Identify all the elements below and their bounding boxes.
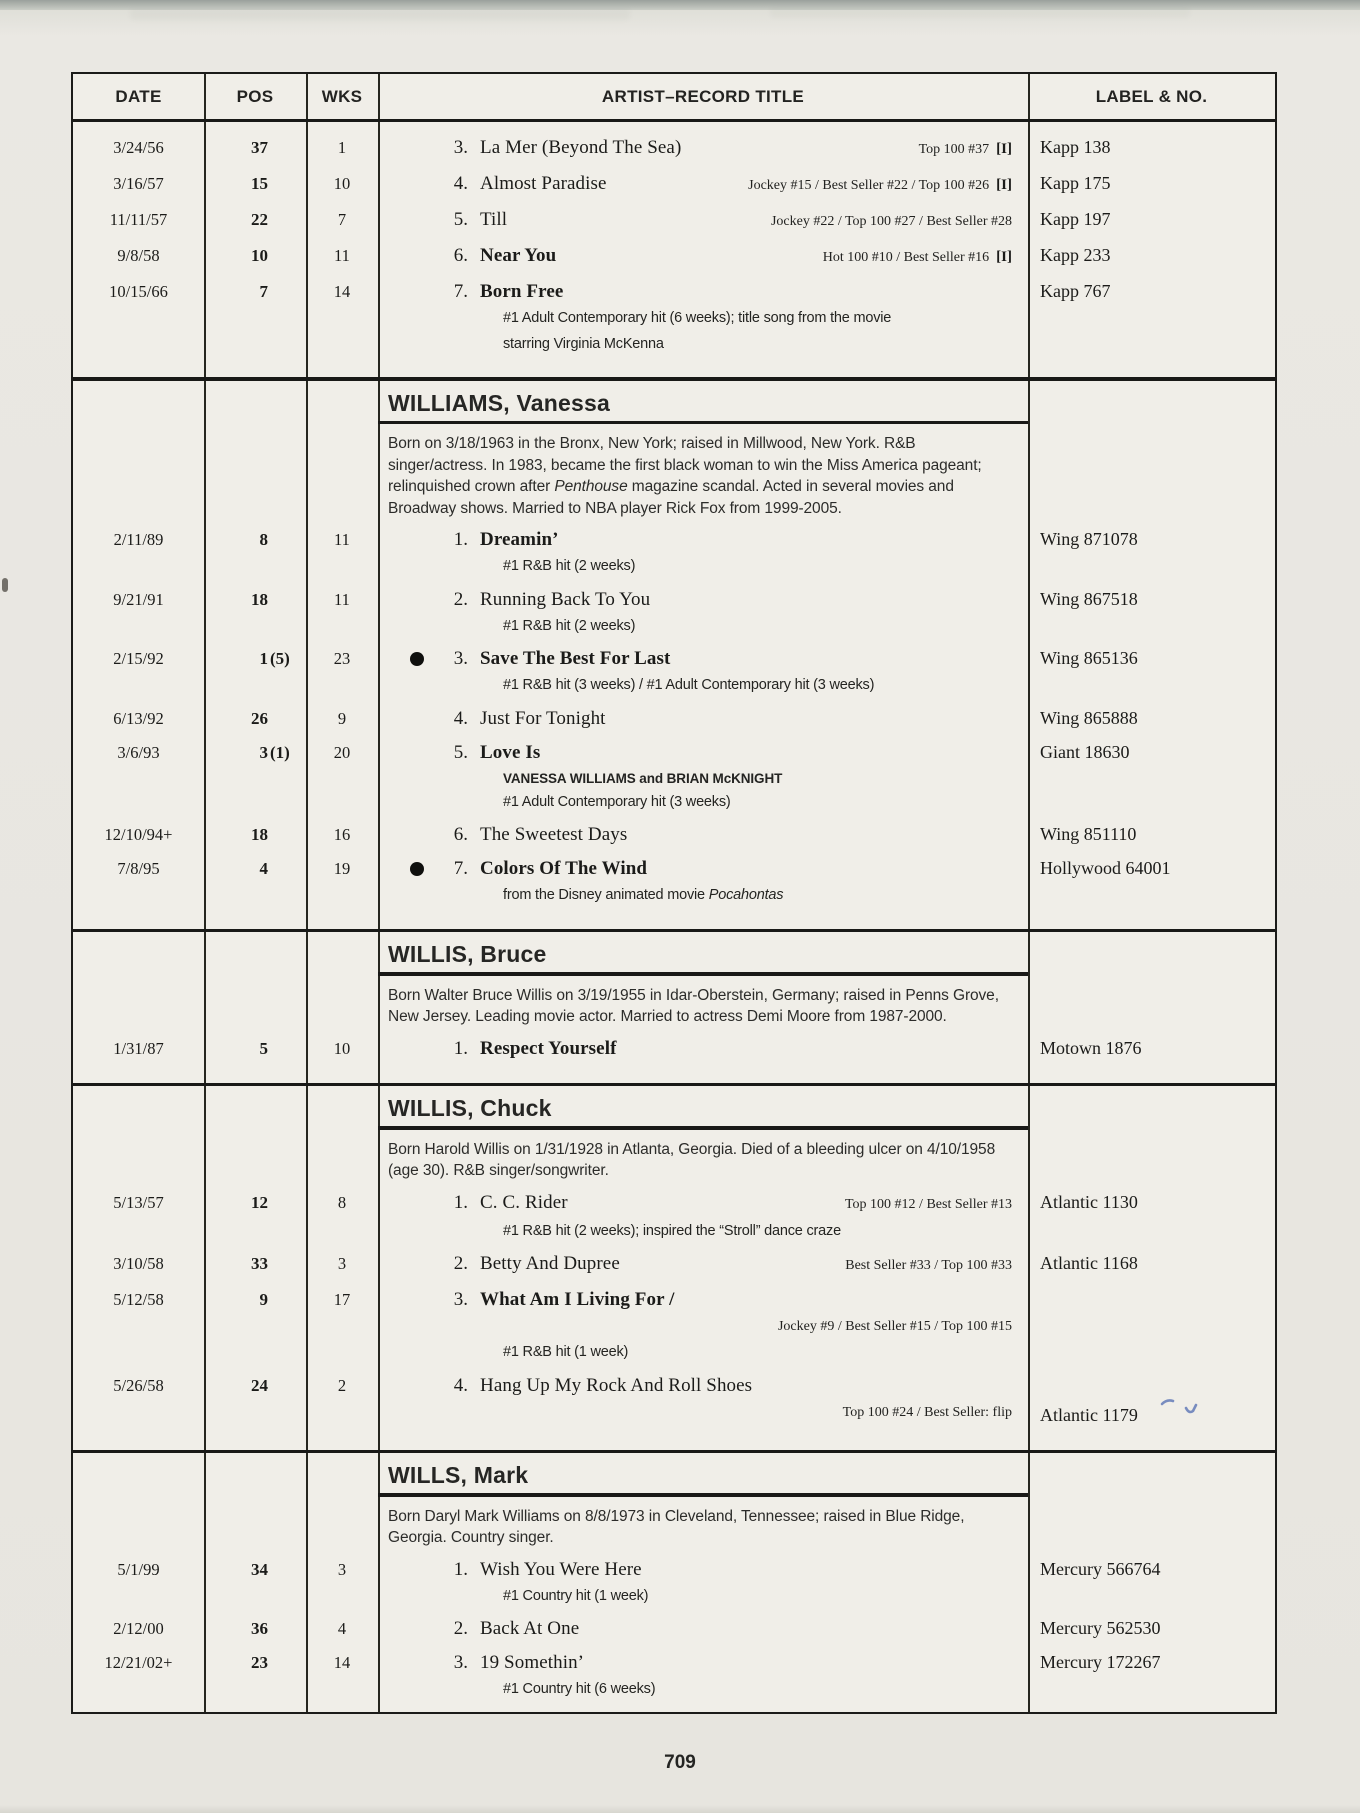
song-title: Almost Paradise [480,173,607,194]
entry-title-cell [378,1555,1028,1610]
note-line [503,306,1012,332]
entry-number: 6. [453,245,468,266]
entry-row [73,1371,1275,1430]
entry-date: 11/11/57 [109,210,168,229]
entry-title-cell [378,525,1028,580]
song-title: Betty And Dupree [480,1253,620,1274]
song-title: Hang Up My Rock And Roll Shoes [480,1374,753,1396]
song-title: Near You [480,245,557,266]
entry-peak-position: 34 [251,1559,268,1579]
entry-row [73,1555,1275,1610]
artist-bio [388,433,1010,519]
record-label: Kapp 138 [1040,137,1111,157]
entry-date: 3/6/93 [117,742,160,762]
entry-number: 2. [453,1618,468,1639]
entry-peak-position: 26 [251,708,268,728]
entry-title-cell [378,1188,1028,1245]
entry-title-line [378,241,1012,272]
chart-position-tag: Top 100 #37 [918,142,990,157]
chart-position-tag: Jockey #22 / Top 100 #27 / Best Seller #28 [770,214,1012,229]
entry-title-line [378,525,1012,554]
entry-title-cell [378,1249,1028,1280]
entry-number: 3. [453,1289,468,1310]
record-label: Kapp 767 [1040,281,1111,301]
entry-title-cell [378,644,1028,699]
section-separator [73,1083,1275,1087]
note-text: Pocahontas [708,887,784,903]
entry-date: 12/21/02+ [104,1653,173,1672]
entry-weeks-charted: 3 [337,1254,347,1273]
entry-title-cell [378,738,1028,816]
song-title: Love Is [480,741,541,763]
bio-text: Penthouse [554,478,628,495]
entry-peak-position: 4 [259,859,268,878]
entry-row [73,525,1275,580]
entry-number: 2. [453,588,468,610]
record-label: Giant 18630 [1040,741,1130,762]
bio-text: magazine scandal. Acted in several movies and Broadway shows. Married to NBA player Rick Fox from 1999-2005. [388,478,954,517]
entry-weeks-charted: 20 [333,742,351,762]
bio-text: Born Walter Bruce Willis on 3/19/1955 in Idar-Oberstein, Germany; raised in Penns Grove, New Jersey. Leading movie actor. Married to actress Demi Moore from 1987-2000. [388,986,999,1025]
song-title: Save The Best For Last [480,648,671,669]
entry-title-cell [378,277,1028,357]
record-label: Kapp 197 [1040,209,1111,229]
entry-date: 12/10/94+ [104,825,173,844]
note-text: from the Disney animated movie [503,887,709,903]
note-line [503,673,1012,699]
entry-title-cell [378,1614,1028,1643]
entry-weeks-charted: 14 [333,282,351,301]
bleed-through-smudge [130,9,630,20]
entry-weeks-charted: 1 [337,138,347,157]
artist-heading: WILLS, Mark [388,1462,529,1488]
chart-position-tag: Best Seller #33 / Top 100 #33 [845,1258,1012,1273]
entry-title-line [378,1614,1012,1643]
song-title: La Mer (Beyond The Sea) [480,137,682,158]
artist-section [73,1083,1275,1439]
record-label: Kapp 233 [1040,245,1111,265]
chart-position-tag: Jockey #15 / Best Seller #22 / Top 100 #26 [748,178,990,193]
record-label: Mercury 172267 [1040,1652,1161,1672]
page-number: 709 [664,1752,696,1773]
entry-weeks-charted: 11 [334,530,350,549]
entry-title-line [378,277,1012,306]
entry-date: 3/10/58 [113,1254,164,1273]
entry-peak-position: 10 [251,246,268,265]
entry-number: 3. [453,1652,468,1673]
song-title: Colors Of The Wind [480,858,648,879]
entry-title-cell [378,133,1028,164]
entry-row [73,133,1275,164]
entry-peak-position: 15 [251,174,268,193]
entry-date: 2/12/00 [113,1619,164,1638]
song-title: C. C. Rider [480,1191,568,1213]
song-title: Till [480,209,508,230]
instrumental-flag: [I] [996,141,1012,157]
entry-peak-position: 5 [259,1038,268,1058]
entry-number: 2. [453,1253,468,1274]
entry-title-cell [378,1371,1028,1430]
artist-section [73,122,1275,366]
entry-title-line [378,1188,1012,1219]
note-text: #1 R&B hit (3 weeks) / #1 Adult Contemporary hit (3 weeks) [503,677,875,693]
artist-heading-rule [378,972,1028,976]
entry-row [73,1249,1275,1280]
entry-peak-position: 22 [251,210,268,229]
chart-position-tag: Hot 100 #10 / Best Seller #16 [822,250,990,265]
artist-heading: WILLIAMS, Vanessa [388,389,610,416]
entry-weeks-charted: 17 [333,1290,351,1309]
note-line [503,883,1012,909]
entry-row [73,644,1275,699]
entry-row [73,1648,1275,1703]
entry-number: 5. [453,741,468,763]
song-title: Dreamin’ [480,529,559,550]
header-label-no: LABEL & NO. [1095,86,1208,106]
entry-row [73,169,1275,200]
entry-title-line [378,1249,1012,1280]
entry-number: 1. [453,529,468,550]
entry-title-cell [378,704,1028,733]
artist-bio [388,1506,1010,1549]
note-text: #1 Adult Contemporary hit (6 weeks); title song from the movie [503,310,892,326]
header-date: DATE [115,86,162,106]
entry-peak-position: 9 [259,1290,268,1309]
entry-number: 4. [453,173,468,194]
note-text: #1 R&B hit (2 weeks) [503,558,636,574]
artist-bio [388,1139,1010,1182]
chart-position-tag: Top 100 #12 / Best Seller #13 [844,1196,1012,1212]
note-line [503,1677,1012,1703]
entry-peak-position: 33 [251,1254,268,1273]
note-line [503,614,1012,640]
note-text: #1 Adult Contemporary hit (3 weeks) [503,793,731,810]
entry-peak-position: 36 [251,1619,268,1638]
instrumental-flag: [I] [996,177,1012,193]
entry-title-cell [378,169,1028,200]
entry-peak-position: 8 [259,530,268,549]
entry-date: 2/15/92 [113,649,164,668]
record-label: Mercury 566764 [1040,1558,1161,1579]
entry-weeks-charted: 11 [334,589,350,609]
entry-title-line [378,854,1012,883]
bio-text: Born Daryl Mark Williams on 8/8/1973 in Cleveland, Tennessee; raised in Blue Ridge, Georgia. Country singer. [388,1507,965,1546]
note-text: #1 Country hit (6 weeks) [503,1681,656,1697]
entry-title-line [378,1371,1012,1400]
song-title: 19 Somethin’ [480,1652,585,1673]
table-header-row [73,74,1275,122]
entry-title-cell [378,241,1028,272]
entry-date: 5/12/58 [113,1290,164,1309]
entry-peak-position: 23 [251,1653,268,1672]
page-bottom-edge [0,1805,1360,1813]
song-title: Back At One [480,1618,580,1639]
header-pos: POS [236,86,274,106]
record-label: Hollywood 64001 [1040,858,1171,878]
entry-title-cell [378,1285,1028,1366]
entry-row [73,1034,1275,1063]
table-body [73,122,1275,1712]
chart-position-tag-line: Top 100 #24 / Best Seller: flip [842,1404,1012,1420]
entry-title-cell [378,1648,1028,1703]
artist-heading-rule [378,1126,1028,1130]
entry-row [73,854,1275,909]
scan-speck [2,578,8,592]
entry-title-line [378,820,1012,849]
entry-number: 4. [453,707,468,729]
entry-peak-position [204,644,306,699]
song-title: What Am I Living For / [480,1289,675,1310]
entry-weeks-charted: 11 [334,246,350,265]
bleed-through-smudge [770,7,1190,18]
entry-title-cell [378,585,1028,640]
entry-row [73,738,1275,816]
artist-credit-line: VANESSA WILLIAMS and BRIAN McKNIGHT [503,770,783,786]
entry-number: 7. [453,281,468,302]
entry-title-line [378,644,1012,673]
entry-row [73,585,1275,640]
entry-number: 1. [453,1558,468,1580]
entry-title-line [378,585,1012,614]
entry-weeks-charted: 4 [337,1619,347,1638]
entry-weeks-charted: 23 [333,649,351,668]
record-label: Mercury 562530 [1040,1618,1161,1638]
entry-title-line [378,133,1012,164]
entry-peak-position: 37 [251,138,268,157]
note-text: #1 R&B hit (1 week) [503,1344,629,1360]
song-title: Respect Yourself [480,1037,617,1059]
entry-row [73,1285,1275,1366]
record-label: Wing 865888 [1040,707,1138,728]
entry-title-line [378,205,1012,236]
entry-row [73,704,1275,733]
record-label: Wing 867518 [1040,588,1138,609]
entry-weeks-charted: 19 [333,859,351,878]
entry-number: 4. [453,1374,468,1396]
entry-date: 9/21/91 [113,589,164,609]
header-artist-record-title: ARTIST–RECORD TITLE [601,86,805,106]
entry-row [73,277,1275,357]
note-text: #1 R&B hit (2 weeks) [503,617,636,634]
instrumental-flag: [I] [996,249,1012,265]
note-line [503,790,1012,816]
note-text: starring Virginia McKenna [503,335,664,352]
artist-heading: WILLIS, Bruce [388,941,547,967]
entry-peak-position: 24 [251,1375,268,1395]
note-line [503,1584,1012,1610]
entry-number: 1. [453,1191,468,1213]
record-label: Wing 851110 [1040,824,1137,844]
entry-title-line [378,169,1012,200]
entry-weeks-charted: 14 [333,1653,351,1672]
bio-text: Born Harold Willis on 1/31/1928 in Atlanta, Georgia. Died of a bleeding ulcer on 4/10/1958 (age 30). R&B singer/songwriter. [388,1140,996,1179]
note-line [503,332,1012,358]
artist-section [73,377,1275,918]
note-line [503,1340,1012,1366]
weeks-at-number-one: (5) [270,649,290,668]
peak-position-number: 3 [259,742,268,762]
entry-weeks-charted: 10 [333,174,351,193]
artist-heading: WILLIS, Chuck [388,1095,552,1121]
entry-number: 3. [453,137,468,158]
artist-bio [388,985,1010,1028]
gold-record-dot-icon [410,862,424,876]
entry-title-cell [378,205,1028,236]
entry-peak-position: 7 [259,282,268,301]
entry-peak-position: 18 [251,589,268,609]
entry-peak-position: 18 [251,825,268,844]
note-line [503,1219,1012,1245]
entry-date: 9/8/58 [117,246,160,265]
record-label: Wing 871078 [1040,529,1138,549]
song-title: The Sweetest Days [480,824,628,845]
entry-weeks-charted: 2 [337,1375,347,1395]
entry-date: 3/16/57 [113,174,164,193]
song-title: Just For Tonight [480,707,606,729]
entry-title-line [378,738,1012,767]
entry-date: 3/24/56 [113,138,164,157]
artist-section [73,929,1275,1072]
entry-weeks-charted: 8 [337,1192,347,1212]
entry-date: 7/8/95 [117,859,160,878]
song-title: Born Free [480,281,564,302]
record-label: Wing 865136 [1040,648,1138,668]
bio-text: Born on 3/18/1963 in the Bronx, New York; raised in Millwood, New York. R&B singer/actress. In 1983, became the first black woman to win the Miss America pageant; relinquished crown after [388,435,982,495]
entry-row [73,820,1275,849]
entry-weeks-charted: 7 [337,210,347,229]
record-label: Atlantic 1130 [1040,1191,1138,1212]
entry-number: 1. [453,1037,468,1059]
entry-date: 10/15/66 [109,282,168,301]
entry-weeks-charted: 10 [333,1038,351,1058]
artist-section [73,1450,1275,1712]
entry-weeks-charted: 16 [333,825,351,844]
entry-title-cell [378,854,1028,909]
record-label: Kapp 175 [1040,173,1111,193]
entry-title-line [378,704,1012,733]
entry-row [73,241,1275,272]
record-label [1028,1285,1275,1366]
record-label: Atlantic 1168 [1040,1253,1138,1273]
note-text: #1 R&B hit (2 weeks); inspired the “Stroll” dance craze [503,1222,841,1239]
entry-date: 5/26/58 [113,1375,164,1395]
entry-row [73,1188,1275,1245]
chart-position-tag-line: Jockey #9 / Best Seller #15 / Top 100 #15 [777,1319,1012,1334]
note-line [503,554,1012,580]
section-separator [73,377,1275,381]
entry-title-line [378,1555,1012,1584]
entry-date: 6/13/92 [113,708,164,728]
entry-peak-position [204,738,306,816]
artist-heading-rule [378,421,1028,425]
entry-title-line [378,1648,1012,1677]
weeks-at-number-one: (1) [270,742,290,762]
section-separator [73,929,1275,933]
entry-date: 5/13/57 [113,1192,164,1212]
section-separator [73,1450,1275,1454]
entry-number: 7. [453,858,468,879]
entry-peak-position: 12 [251,1192,268,1212]
entry-number: 3. [453,648,468,669]
note-text: #1 Country hit (1 week) [503,1587,649,1604]
entry-number: 5. [453,209,468,230]
song-title: Wish You Were Here [480,1558,642,1580]
entry-row [73,205,1275,236]
artist-heading-rule [378,1493,1028,1497]
entry-number: 6. [453,824,468,845]
entry-weeks-charted: 3 [337,1559,347,1579]
record-label: Atlantic 1179 [1040,1404,1138,1425]
header-wks: WKS [321,86,363,106]
entry-date: 1/31/87 [113,1038,164,1058]
record-label: Motown 1876 [1040,1037,1142,1058]
song-title: Running Back To You [480,588,651,610]
entry-title-line [378,1034,1012,1063]
entry-title-cell [378,1034,1028,1063]
entry-date: 2/11/89 [113,530,164,549]
entry-title-line [378,1285,1012,1314]
chart-table [71,72,1277,1714]
entry-weeks-charted: 9 [337,708,347,728]
entry-title-cell [378,820,1028,849]
peak-position-number: 1 [259,649,268,668]
entry-row [73,1614,1275,1643]
gold-record-dot-icon [410,652,424,666]
entry-date: 5/1/99 [117,1559,160,1579]
